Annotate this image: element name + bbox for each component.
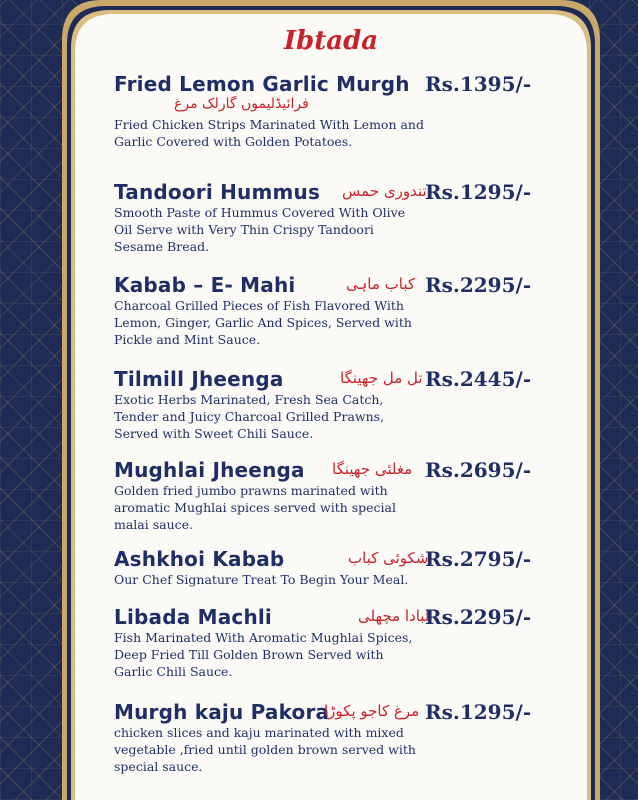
item-urdu-name: کباب ماہی [346, 275, 416, 293]
item-urdu-name: تل مل جھینگا [340, 369, 423, 387]
item-price: Rs.2695/- [425, 458, 532, 482]
item-name: Ashkhoi Kabab [114, 547, 285, 571]
menu-item [114, 72, 544, 150]
item-urdu-name: مغلئی جھینگا [332, 460, 413, 478]
item-name: Libada Machli [114, 605, 272, 629]
item-description: Our Chef Signature Treat To Begin Your Meal. [114, 572, 409, 587]
item-price: Rs.2445/- [425, 367, 532, 391]
menu-item [114, 458, 544, 533]
item-urdu-name: مرغ کاجو پکوڑا [324, 702, 420, 720]
item-urdu-name: تندوری حمس [342, 182, 427, 200]
item-name: Kabab – E- Mahi [114, 273, 296, 297]
menu-item [114, 180, 544, 255]
menu-item [114, 273, 544, 348]
menu-item [114, 547, 544, 588]
section-title: Ibtada [283, 26, 379, 56]
item-description: Golden fried jumbo prawns marinated with aromatic Mughlai spices served with special malai sauce. [114, 483, 397, 532]
item-description: Charcoal Grilled Pieces of Fish Flavored With Lemon, Ginger, Garlic And Spices, Served with Pickle and Mint Sauce. [114, 298, 412, 347]
item-price: Rs.2295/- [425, 273, 532, 297]
item-name: Murgh kaju Pakora [114, 700, 330, 724]
item-name: Tilmill Jheenga [114, 367, 284, 391]
item-urdu-name: فرائیڈلیموں گارلک مرغ [174, 96, 309, 112]
item-name: Tandoori Hummus [114, 180, 321, 204]
item-name: Fried Lemon Garlic Murgh [114, 72, 410, 96]
item-urdu-name: لبادا مچھلی [358, 607, 430, 625]
item-price: Rs.1295/- [425, 700, 532, 724]
item-description: chicken slices and kaju marinated with mixed vegetable ,fried until golden brown served with special sauce. [114, 725, 416, 774]
item-price: Rs.2295/- [425, 605, 532, 629]
menu-item [114, 700, 544, 775]
item-name: Mughlai Jheenga [114, 458, 305, 482]
item-description: Fish Marinated With Aromatic Mughlai Spices, Deep Fried Till Golden Brown Served with Garlic Chili Sauce. [114, 630, 413, 679]
item-price: Rs.2795/- [425, 547, 532, 571]
menu-item [114, 605, 544, 680]
menu-item [114, 367, 544, 442]
item-description: Exotic Herbs Marinated, Fresh Sea Catch, Tender and Juicy Charcoal Grilled Prawns, Served with Sweet Chili Sauce. [114, 392, 385, 441]
item-description: Fried Chicken Strips Marinated With Lemon and Garlic Covered with Golden Potatoes. [114, 117, 424, 149]
item-price: Rs.1295/- [425, 180, 532, 204]
item-description: Smooth Paste of Hummus Covered With Olive Oil Serve with Very Thin Crispy Tandoori Sesame Bread. [114, 205, 406, 254]
item-urdu-name: اشکوئی کباب [348, 549, 433, 567]
item-price: Rs.1395/- [425, 72, 532, 96]
